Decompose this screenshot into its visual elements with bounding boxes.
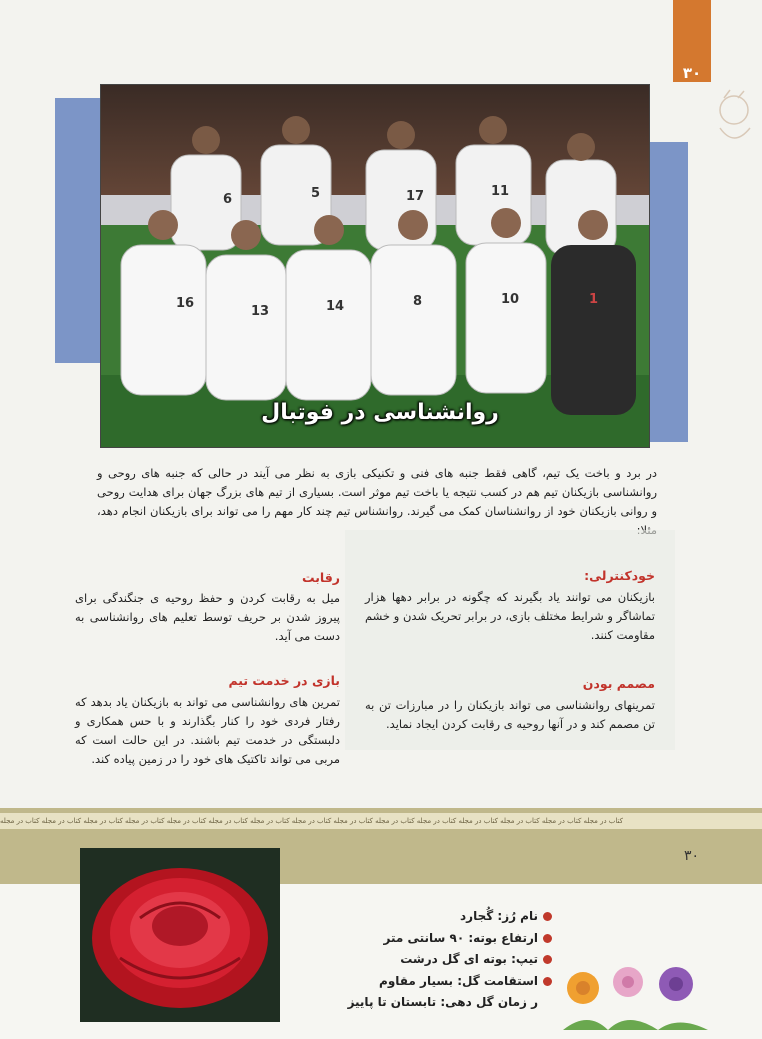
photo-title: روانشناسی در فوتبال — [261, 400, 499, 425]
rose-fact-item: استقامت گل: بسیار مقاوم — [340, 971, 552, 993]
rose-facts-list — [340, 906, 552, 1014]
rose-fact-item: تیپ: بوته ای گل درشت — [340, 949, 552, 971]
self-control-heading: خودکنترلی: — [584, 568, 655, 583]
page-number-top: ۳۰ — [682, 64, 702, 82]
bullet-icon — [543, 912, 552, 921]
jersey-number: 5 — [311, 186, 321, 201]
jersey-number: 16 — [176, 296, 195, 311]
rose-fact-item: ر زمان گل دهی: تابستان تا پاییز — [340, 992, 552, 1014]
jersey-number: 14 — [326, 299, 345, 314]
jersey-number: 8 — [413, 294, 423, 309]
jersey-number: 1 — [589, 292, 599, 307]
flowers-illustration — [548, 960, 713, 1032]
determined-heading: مصمم بودن — [582, 676, 655, 691]
self-control-text: بازیکنان می توانند یاد بگیرند که چگونه در برابر دهها هزار تماشاگر و شرایط مختلف بازی، در برابر تحریک شدن و خشم مقاومت کنند. — [365, 590, 655, 642]
determined-text: تمرینهای روانشناسی می تواند بازیکنان را در مبارزات تن به تن مصمم کند و در آنها روحیه ی رقابت کردن ایجاد نماید. — [365, 698, 655, 731]
jersey-number: 17 — [406, 189, 425, 204]
rose-fact-item: نام رُز: گُجارد — [340, 906, 552, 928]
ticker-text: کتاب در مجله کتاب در مجله کتاب در مجله کتاب در مجله کتاب در مجله کتاب در مجله کتاب در مجله کتاب در مجله کتاب در مجله کتاب در مجله کتاب در مجله کتاب در مجله کتاب در مجله کتاب در مجله کتاب در مجله — [0, 817, 623, 825]
page-number-bottom: ۳۰ — [684, 848, 700, 864]
competition-heading: رقابت — [301, 570, 340, 585]
bullet-icon — [543, 934, 552, 943]
jersey-number: 13 — [251, 304, 270, 319]
competition-text: میل به رقابت کردن و حفظ روحیه ی جنگندگی برای پیروز شدن بر حریف توسط تعلیم های روانشناسی به دست می آید. — [75, 591, 340, 643]
intro-paragraph: در برد و باخت یک تیم، گاهی فقط جنبه های فنی و تکنیکی بازی به نظر می آیند در حالی که جنبه های روحی و روانشناسی بازیکنان تیم هم در کسب نتیجه یا باخت تیم موثر است. بسیاری از تیم های بزرگ جهان برای هدایت روحی و روانی بازیکنان خود از روانشناسان کمک می گیرند. روانشناس تیم چند کار مهم را می تواند برای بازیکنان انجام دهد، — [97, 466, 657, 518]
rose-photo — [80, 848, 280, 1022]
jersey-number: 6 — [223, 192, 233, 207]
team-play-heading: بازی در خدمت تیم — [228, 673, 340, 688]
jersey-number: 10 — [501, 292, 520, 307]
rose-fact-item: ارتفاع بوته: ۹۰ سانتی متر — [340, 928, 552, 950]
jersey-number: 11 — [491, 184, 510, 199]
team-photo — [100, 84, 650, 448]
sketch-illustration — [704, 88, 760, 158]
team-play-text: تمرین های روانشناسی می تواند به بازیکنان یاد بدهد که رفتار فردی خود را کنار بگذارند و با حس همکاری و دلبستگی در خدمت تیم باشند. در این حالت است که مربی می تواند تاکتیک های خود را در زمین پیاده کند. — [75, 695, 340, 766]
